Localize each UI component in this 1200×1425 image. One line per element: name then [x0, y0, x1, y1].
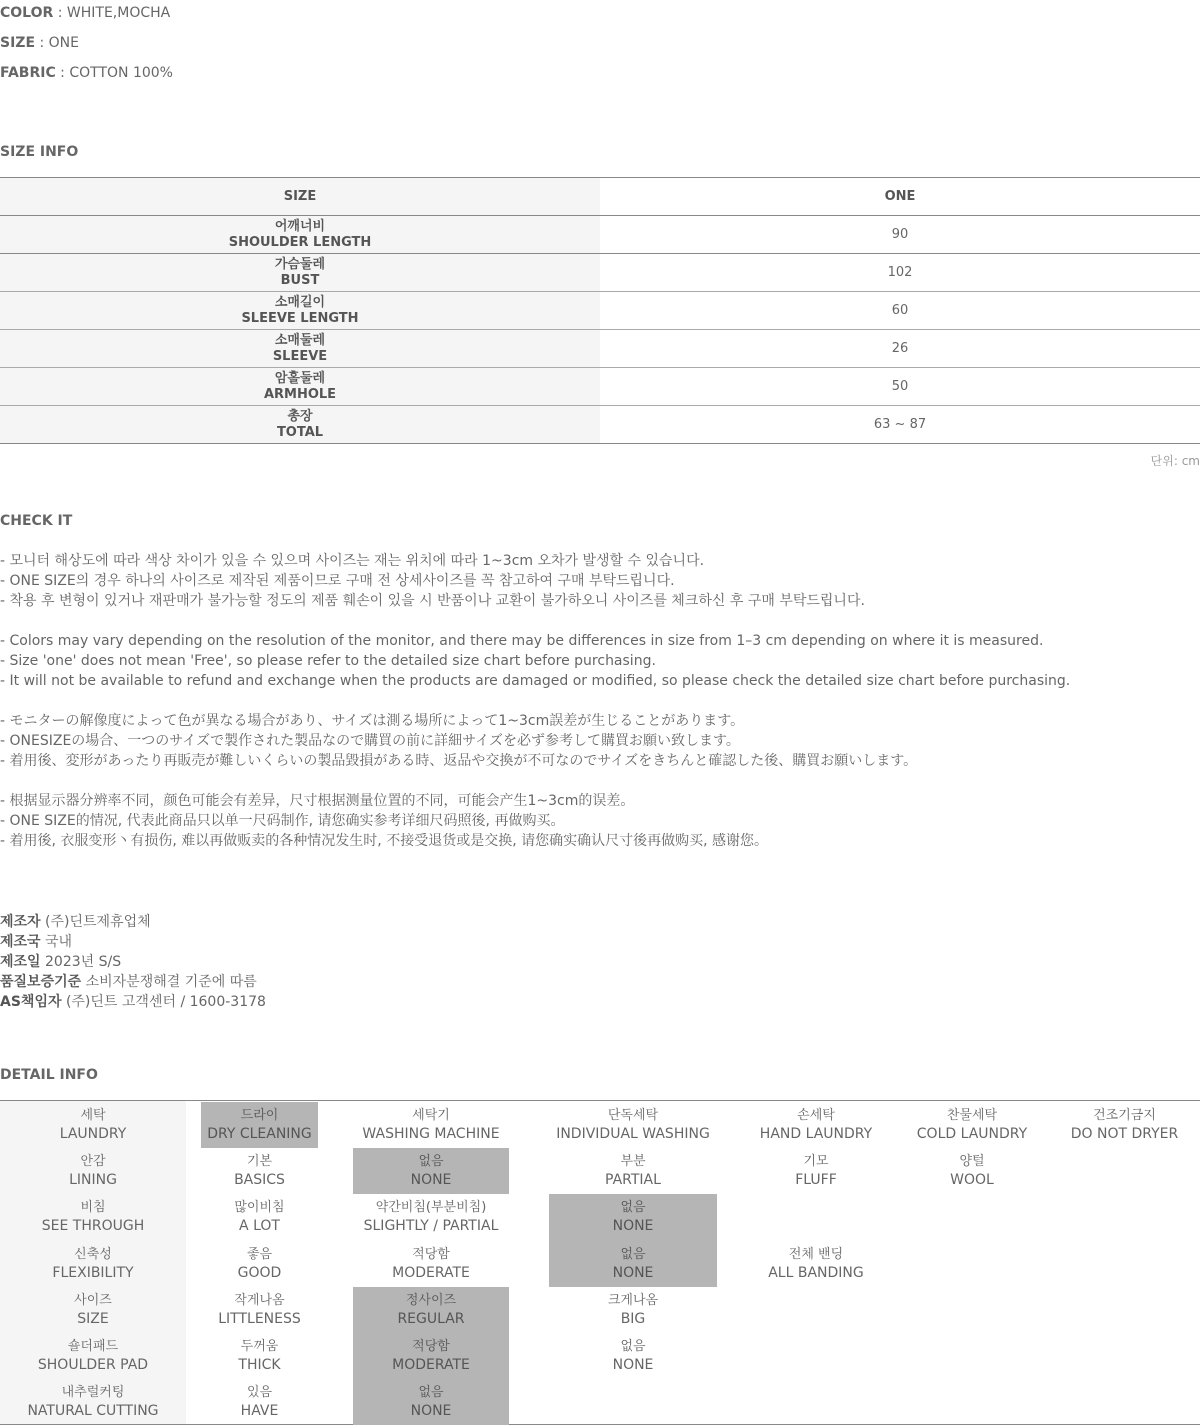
detail-label-en: LINING	[69, 1172, 117, 1189]
detail-option	[353, 1241, 509, 1287]
check-line: - 着用後, 衣服变形丶有损伤, 难以再做贩卖的各种情况发生时, 不接受退货或是交换, 请您确实确认尺寸後再做购买, 感谢您。	[0, 833, 769, 849]
detail-option-selected	[353, 1287, 509, 1333]
detail-option-ko: 단독세탁	[607, 1108, 659, 1124]
detail-option-ko: 적당함	[412, 1246, 450, 1262]
detail-label-en: LAUNDRY	[59, 1126, 127, 1143]
check-line: - It will not be available to refund and exchange when the products are damaged or modified, so please check the detailed size chart before purchasing.	[0, 673, 1071, 689]
maker-value: (주)딘트제휴업체	[40, 914, 151, 930]
detail-option-selected	[353, 1333, 509, 1379]
detail-option-ko: 있음	[246, 1385, 273, 1401]
detail-option-en: WASHING MACHINE	[362, 1126, 500, 1143]
detail-label-ko: 사이즈	[74, 1292, 112, 1308]
detail-option	[897, 1102, 1047, 1148]
country-label: 제조국	[0, 934, 41, 950]
detail-option-ko: 없음	[418, 1154, 444, 1170]
detail-option-en: COLD LAUNDRY	[916, 1126, 1028, 1143]
maker-row	[0, 912, 266, 932]
detail-option-ko: 적당함	[412, 1339, 450, 1355]
detail-option-selected	[201, 1102, 318, 1148]
detail-table	[0, 1100, 1200, 1425]
color-spec	[0, 5, 170, 21]
size-table-row	[0, 406, 1200, 444]
detail-label-en: SEE THROUGH	[41, 1218, 145, 1235]
as-label: AS책임자	[0, 994, 62, 1010]
detail-row-label	[0, 1379, 186, 1425]
detail-label-ko: 비침	[80, 1200, 106, 1216]
size-table	[0, 177, 1200, 444]
size-table-row	[0, 330, 1200, 368]
detail-option-en: A LOT	[239, 1218, 280, 1235]
detail-option-en: BIG	[620, 1310, 646, 1327]
detail-option-en: NONE	[410, 1403, 452, 1420]
check-zh	[0, 791, 768, 851]
detail-option-en: NONE	[410, 1172, 452, 1189]
detail-label-en: SHOULDER PAD	[37, 1357, 149, 1374]
detail-option	[717, 1102, 915, 1148]
size-table-row	[0, 368, 1200, 406]
size-row-label-en: BUST	[280, 272, 320, 288]
detail-option-en: FLUFF	[795, 1172, 837, 1189]
detail-option-ko: 건조기금지	[1093, 1108, 1156, 1124]
check-line: - 根据显示器分辨率不同，颜色可能会有差异，尺寸根据测量位置的不同，可能会产生1~3cm的误差。	[0, 793, 635, 809]
size-table-row	[0, 216, 1200, 254]
detail-option-en: HAVE	[240, 1403, 279, 1420]
size-row-label	[0, 330, 600, 367]
color-value: : WHITE,MOCHA	[53, 5, 171, 21]
size-row-value: 63 ~ 87	[873, 417, 927, 432]
check-ko	[0, 551, 865, 611]
detail-option	[201, 1287, 318, 1333]
date-label: 제조일	[0, 954, 41, 970]
detail-option-ko: 찬물세탁	[946, 1108, 998, 1124]
detail-option-en: DO NOT DRYER	[1070, 1126, 1179, 1143]
detail-option-en: DRY CLEANING	[207, 1126, 312, 1143]
size-info-title: SIZE INFO	[0, 144, 79, 160]
size-row-value: 90	[891, 227, 909, 242]
check-line: - ONE SIZE의 경우 하나의 사이즈로 제작된 제품이므로 구매 전 상세사이즈를 꼭 참고하여 구매 부탁드립니다.	[0, 573, 675, 589]
detail-label-ko: 내추럴커팅	[61, 1385, 125, 1401]
detail-label-en: SIZE	[77, 1310, 109, 1327]
detail-option	[353, 1102, 509, 1148]
size-row-label-en: SLEEVE	[272, 348, 328, 364]
check-line: - 着用後、変形があったり再販売が難しいくらいの製品毀損がある時、返品や交換が不可なのでサイズをきちんと確認した後、購買お願いします。	[0, 753, 918, 769]
check-line: - モニターの解像度によって色が異なる場合があり、サイズは測る場所によって1~3cm誤差が生じることがあります。	[0, 713, 745, 729]
size-row-label-ko: 암홀둘레	[274, 370, 326, 386]
size-row-label-en: SHOULDER LENGTH	[228, 234, 372, 250]
detail-row-label	[0, 1194, 186, 1240]
size-row-label	[0, 254, 600, 291]
detail-option	[201, 1148, 318, 1194]
detail-row-label	[0, 1287, 186, 1333]
date-value: 2023년 S/S	[40, 954, 122, 970]
detail-option	[1049, 1102, 1200, 1148]
detail-row-label	[0, 1333, 186, 1379]
detail-option-ko: 정사이즈	[405, 1292, 457, 1308]
as-value: (주)딘트 고객센터 / 1600-3178	[61, 994, 266, 1010]
detail-option	[201, 1241, 318, 1287]
date-row	[0, 952, 266, 972]
warranty-row	[0, 972, 266, 992]
detail-option-ko: 기본	[246, 1154, 273, 1170]
detail-option	[201, 1379, 318, 1425]
detail-option-en: INDIVIDUAL WASHING	[556, 1126, 710, 1143]
size-row-label	[0, 216, 600, 253]
detail-option-ko: 손세탁	[797, 1108, 835, 1124]
country-row	[0, 932, 266, 952]
check-line: - ONE SIZE的情况, 代表此商品只以单一尺码制作, 请您确实参考详细尺码照後, 再做购买。	[0, 813, 565, 829]
detail-option-en: WOOL	[950, 1172, 994, 1189]
size-row-value: 26	[891, 341, 909, 356]
detail-label-ko: 숄더패드	[67, 1339, 119, 1355]
detail-option	[717, 1148, 915, 1194]
detail-option-ko: 양털	[959, 1154, 985, 1170]
detail-option-selected	[549, 1194, 717, 1240]
size-table-row	[0, 292, 1200, 330]
size-table-row	[0, 254, 1200, 292]
unit-note: 단위: cm	[1150, 454, 1200, 468]
detail-row-label	[0, 1148, 186, 1194]
size-row-label-en: SLEEVE LENGTH	[241, 310, 359, 326]
size-value: : ONE	[35, 35, 79, 51]
detail-option	[201, 1333, 318, 1379]
size-row-label	[0, 368, 600, 405]
detail-row-label	[0, 1241, 186, 1287]
detail-info-title: DETAIL INFO	[0, 1067, 98, 1083]
size-row-label-en: TOTAL	[276, 424, 324, 440]
detail-option-selected	[353, 1379, 509, 1425]
detail-label-ko: 세탁	[80, 1108, 106, 1124]
detail-option-en: MODERATE	[392, 1264, 470, 1281]
size-row-value: 102	[887, 265, 913, 280]
detail-option-en: THICK	[238, 1357, 281, 1374]
detail-option-en: LITTLENESS	[218, 1310, 301, 1327]
detail-option	[353, 1194, 509, 1240]
detail-option-ko: 없음	[620, 1246, 646, 1262]
size-row-label-en: ARMHOLE	[263, 386, 337, 402]
detail-option-ko: 드라이	[240, 1108, 279, 1124]
detail-option	[717, 1241, 915, 1287]
fabric-value: : COTTON 100%	[55, 65, 173, 81]
detail-option-en: HAND LAUNDRY	[759, 1126, 873, 1143]
detail-option-ko: 기모	[803, 1154, 829, 1170]
detail-option	[549, 1148, 717, 1194]
check-line: - Size 'one' does not mean 'Free', so please refer to the detailed size chart before purchasing.	[0, 653, 656, 669]
detail-option-en: NONE	[612, 1264, 654, 1281]
check-it-title: CHECK IT	[0, 513, 73, 529]
detail-label-en: FLEXIBILITY	[52, 1264, 134, 1281]
country-value: 국내	[40, 934, 73, 950]
size-header-value: ONE	[884, 189, 916, 204]
detail-option-ko: 전체 밴딩	[788, 1246, 844, 1262]
size-row-label-ko: 소매길이	[274, 294, 326, 310]
detail-option	[549, 1333, 717, 1379]
warranty-label: 품질보증기준	[0, 974, 82, 990]
detail-option-ko: 없음	[418, 1385, 444, 1401]
detail-option-en: ALL BANDING	[768, 1264, 864, 1281]
size-row-value: 50	[891, 379, 909, 394]
detail-option-ko: 많이비침	[234, 1200, 285, 1216]
detail-option-ko: 없음	[620, 1200, 646, 1216]
check-line: - 착용 후 변형이 있거나 재판매가 불가능할 정도의 제품 훼손이 있을 시 반품이나 교환이 불가하오니 사이즈를 체크하신 후 구매 부탁드립니다.	[0, 593, 865, 609]
detail-option-en: MODERATE	[392, 1357, 470, 1374]
detail-option-selected	[549, 1241, 717, 1287]
size-table-header	[0, 178, 1200, 216]
size-row-label-ko: 소매둘레	[274, 332, 326, 348]
detail-label-en: NATURAL CUTTING	[27, 1403, 159, 1420]
detail-option-ko: 부분	[620, 1154, 646, 1170]
detail-label-ko: 안감	[80, 1154, 106, 1170]
detail-option-en: PARTIAL	[605, 1172, 661, 1189]
size-spec	[0, 35, 79, 51]
detail-row-label	[0, 1102, 186, 1148]
detail-option	[549, 1102, 717, 1148]
detail-option-ko: 크게나옴	[607, 1292, 659, 1308]
size-row-label-ko: 어깨너비	[274, 218, 326, 234]
detail-label-ko: 신축성	[74, 1246, 112, 1262]
detail-option-selected	[353, 1148, 509, 1194]
detail-option-en: GOOD	[237, 1264, 282, 1281]
detail-option-ko: 세탁기	[412, 1108, 450, 1124]
detail-option-ko: 작게나옴	[234, 1292, 285, 1308]
maker-label: 제조자	[0, 914, 41, 930]
detail-option-en: BASICS	[234, 1172, 285, 1189]
warranty-value: 소비자분쟁해결 기준에 따름	[81, 974, 257, 990]
fabric-label: FABRIC	[0, 65, 56, 81]
detail-option-en: REGULAR	[397, 1310, 465, 1327]
detail-option	[201, 1194, 318, 1240]
detail-option-ko: 좋음	[246, 1246, 273, 1262]
detail-option-ko: 두꺼움	[240, 1339, 279, 1355]
detail-option-en: SLIGHTLY / PARTIAL	[363, 1218, 499, 1235]
detail-option-ko: 약간비침(부분비침)	[375, 1200, 487, 1216]
size-label: SIZE	[0, 35, 36, 51]
detail-option	[549, 1287, 717, 1333]
detail-option-en: NONE	[612, 1218, 654, 1235]
fabric-spec	[0, 65, 173, 81]
check-line: - ONESIZEの場合、一つのサイズで製作された製品なので購買の前に詳細サイズを必ず参考して購買お願い致します。	[0, 733, 740, 749]
color-label: COLOR	[0, 5, 54, 21]
size-row-label	[0, 292, 600, 329]
size-row-value: 60	[891, 303, 909, 318]
detail-option-en: NONE	[612, 1357, 654, 1374]
size-row-label	[0, 406, 600, 443]
as-row	[0, 992, 266, 1012]
check-line: - Colors may vary depending on the resolution of the monitor, and there may be differences in size from 1–3 cm depending on where it is measured.	[0, 633, 1044, 649]
check-line: - 모니터 해상도에 따라 색상 차이가 있을 수 있으며 사이즈는 재는 위치에 따라 1~3cm 오차가 발생할 수 있습니다.	[0, 553, 705, 569]
detail-option-ko: 없음	[620, 1339, 646, 1355]
maker-info	[0, 912, 266, 1012]
size-row-label-ko: 가슴둘레	[274, 256, 326, 272]
check-ja	[0, 711, 917, 771]
size-row-label-ko: 총장	[287, 408, 313, 424]
check-en	[0, 631, 1070, 691]
detail-option	[897, 1148, 1047, 1194]
size-header-label: SIZE	[0, 178, 600, 215]
